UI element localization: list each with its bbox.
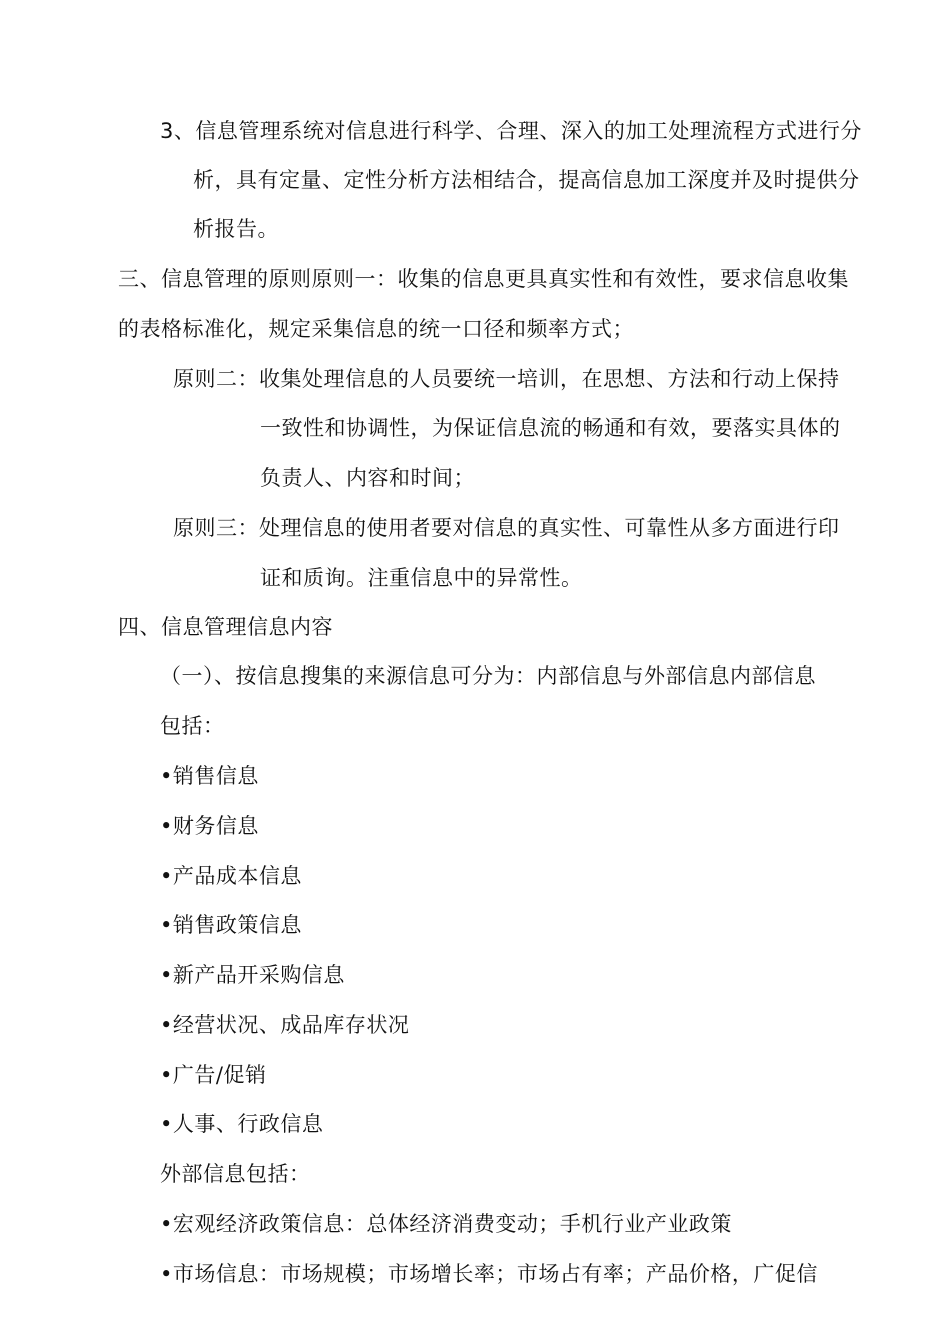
internal-list-item: •销售信息 bbox=[160, 764, 259, 788]
internal-list-item: •人事、行政信息 bbox=[160, 1112, 324, 1136]
principle3-line1: 原则三：处理信息的使用者要对信息的真实性、可靠性从多方面进行印 bbox=[173, 516, 840, 540]
principle2-line3: 负责人、内容和时间； bbox=[260, 466, 475, 490]
section2-item3-line1: 3、信息管理系统对信息进行科学、合理、深入的加工处理流程方式进行分 bbox=[160, 119, 862, 143]
section4-heading: 四、信息管理信息内容 bbox=[118, 615, 333, 639]
internal-list-item: •经营状况、成品库存状况 bbox=[160, 1013, 410, 1037]
principle2-line2: 一致性和协调性，为保证信息流的畅通和有效，要落实具体的 bbox=[260, 416, 841, 440]
section3-heading-line1: 三、信息管理的原则原则一：收集的信息更具真实性和有效性，要求信息收集 bbox=[118, 267, 849, 291]
section3-heading-line2: 的表格标准化，规定采集信息的统一口径和频率方式； bbox=[118, 317, 634, 341]
section2-item3-line2: 析，具有定量、定性分析方法相结合，提高信息加工深度并及时提供分 bbox=[193, 168, 860, 192]
internal-list-item: •产品成本信息 bbox=[160, 864, 302, 888]
principle2-line1: 原则二：收集处理信息的人员要统一培训，在思想、方法和行动上保持 bbox=[173, 367, 840, 391]
internal-list-item: •新产品开采购信息 bbox=[160, 963, 345, 987]
external-list-item: •市场信息：市场规模；市场增长率；市场占有率；产品价格，广促信 bbox=[160, 1262, 818, 1286]
internal-list-item: •广告/促销 bbox=[160, 1063, 267, 1087]
external-list-item: •宏观经济政策信息：总体经济消费变动；手机行业产业政策 bbox=[160, 1212, 732, 1236]
internal-list-item: •销售政策信息 bbox=[160, 913, 302, 937]
principle3-line2: 证和质询。注重信息中的异常性。 bbox=[260, 566, 583, 590]
section4-sub1-line2: 包括： bbox=[160, 714, 225, 738]
section4-sub1-line1: （一）、按信息搜集的来源信息可分为：内部信息与外部信息内部信息 bbox=[160, 664, 816, 688]
section2-item3-line3: 析报告。 bbox=[193, 217, 279, 241]
internal-list-item: •财务信息 bbox=[160, 814, 259, 838]
external-heading: 外部信息包括： bbox=[160, 1162, 311, 1186]
